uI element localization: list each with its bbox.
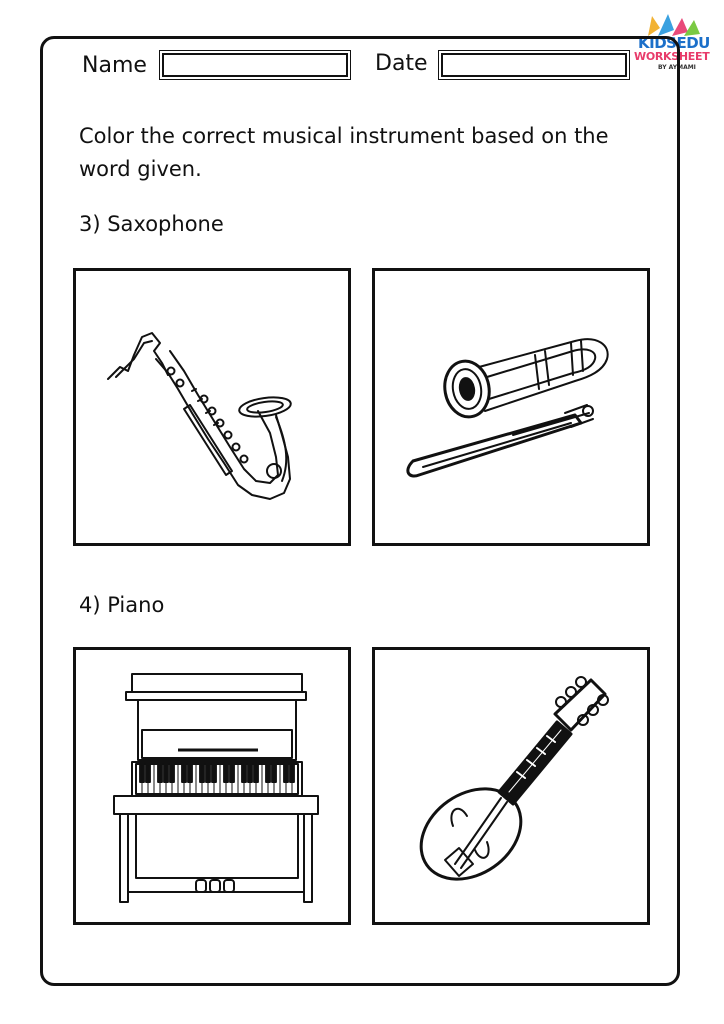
piano-icon [76, 650, 348, 922]
black-key [140, 764, 144, 782]
black-key [164, 764, 168, 782]
black-key [206, 764, 210, 782]
black-key [284, 764, 288, 782]
name-field[interactable] [162, 53, 348, 77]
black-key [224, 764, 228, 782]
black-key [248, 764, 252, 782]
option-mandolin[interactable] [372, 647, 650, 925]
question-3-label: 3) Saxophone [79, 212, 224, 236]
black-key [146, 764, 150, 782]
black-key [290, 764, 294, 782]
black-key [200, 764, 204, 782]
black-key [230, 764, 234, 782]
black-key [242, 764, 246, 782]
mandolin-icon [375, 650, 647, 922]
trombone-icon [375, 271, 647, 543]
black-key [158, 764, 162, 782]
instructions: Color the correct musical instrument based on the word given. [79, 124, 609, 181]
date-field[interactable] [441, 53, 627, 77]
option-piano[interactable] [73, 647, 351, 925]
saxophone-icon [76, 271, 348, 543]
logo-text-worksheet: WORKSHEET [634, 50, 710, 63]
option-trombone[interactable] [372, 268, 650, 546]
black-key [188, 764, 192, 782]
black-key [212, 764, 216, 782]
date-label: Date [375, 51, 428, 76]
black-key [170, 764, 174, 782]
logo-text-kidsedu: KIDSEDU [638, 34, 710, 52]
option-saxophone[interactable] [73, 268, 351, 546]
black-key [254, 764, 258, 782]
question-4-label: 4) Piano [79, 593, 165, 617]
logo-text-byline: BY AYMAMI [658, 64, 696, 71]
black-key [272, 764, 276, 782]
name-label: Name [82, 53, 147, 78]
black-key [266, 764, 270, 782]
black-key [182, 764, 186, 782]
